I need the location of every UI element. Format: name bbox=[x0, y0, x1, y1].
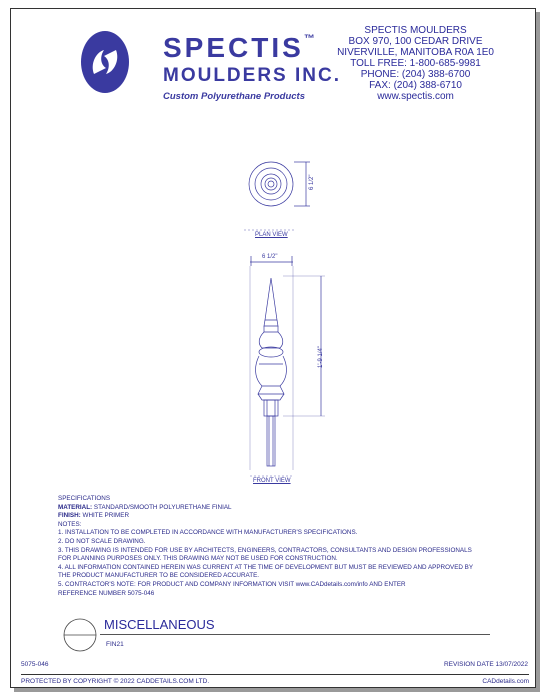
specs-heading: SPECIFICATIONS bbox=[58, 495, 111, 502]
contact-line: NIVERVILLE, MANITOBA R0A 1E0 bbox=[337, 47, 494, 58]
contact-line: PHONE: (204) 388-6700 bbox=[360, 69, 471, 80]
front-view-label: FRONT VIEW bbox=[253, 478, 291, 484]
drawing-subtitle: FIN21 bbox=[106, 641, 124, 648]
note-item: 5. CONTRACTOR'S NOTE: FOR PRODUCT AND COMPANY INFORMATION VISIT www.CADdetails.com/info AND ENTER bbox=[58, 580, 406, 588]
note-item: REFERENCE NUMBER 5075-046 bbox=[58, 589, 155, 597]
notes-heading: NOTES: bbox=[58, 520, 82, 528]
note-item: 2. DO NOT SCALE DRAWING. bbox=[58, 537, 146, 545]
file-number: 5075-046 bbox=[21, 661, 49, 668]
contact-line: SPECTIS MOULDERS bbox=[364, 25, 467, 36]
front-height-dimension: 1'-9 1/4" bbox=[318, 346, 324, 368]
note-item: 3. THIS DRAWING IS INTENDED FOR USE BY ARCHITECTS, ENGINEERS, CONTRACTORS, CONSULTANTS AND DESIGN PROFESSIONALS bbox=[58, 546, 472, 554]
note-item: 4. ALL INFORMATION CONTAINED HEREIN WAS CURRENT AT THE TIME OF DEVELOPMENT BUT MUST BE REVIEWED AND APPROVED BY bbox=[58, 563, 474, 571]
finish-key: FINISH: bbox=[58, 512, 81, 520]
material-value: STANDARD/SMOOTH POLYURETHANE FINIAL bbox=[93, 503, 232, 511]
plan-view-drawing bbox=[244, 162, 310, 230]
plan-view-label: PLAN VIEW bbox=[255, 232, 288, 238]
company-tagline: Custom Polyurethane Products bbox=[163, 91, 305, 102]
company-name: SPECTIS™ bbox=[163, 32, 315, 63]
plan-dimension: 6 1/2" bbox=[309, 174, 315, 190]
footer bbox=[21, 674, 529, 685]
finish-row bbox=[58, 512, 498, 521]
contact-line: TOLL FREE: 1-800-685-9981 bbox=[350, 58, 481, 69]
title-block-circle-icon bbox=[60, 617, 100, 653]
company-name-2: MOULDERS INC. bbox=[163, 65, 341, 86]
note-item: THE PRODUCT MANUFACTURER TO BE CONSIDERED ACCURATE. bbox=[58, 572, 260, 580]
caddetails-link[interactable]: CADdetails.com bbox=[482, 678, 529, 685]
contact-line: FAX: (204) 388-6710 bbox=[369, 80, 462, 91]
specifications-block bbox=[58, 495, 498, 598]
contact-line: BOX 970, 100 CEDAR DRIVE bbox=[348, 36, 483, 47]
note-item: FOR PLANNING PURPOSES ONLY. THIS DRAWING MAY NOT BE USED FOR CONSTRUCTION. bbox=[58, 555, 338, 563]
contact-line: www.spectis.com bbox=[377, 91, 454, 102]
material-key: MATERIAL: bbox=[58, 503, 93, 511]
copyright-text: PROTECTED BY COPYRIGHT © 2022 CADDETAILS.COM LTD. bbox=[21, 678, 210, 685]
drawing-title: MISCELLANEOUS bbox=[104, 617, 215, 632]
front-width-dimension: 6 1/2" bbox=[262, 254, 278, 260]
material-row bbox=[58, 504, 498, 513]
finish-value: WHITE PRIMER bbox=[82, 512, 130, 520]
front-view-drawing bbox=[250, 256, 325, 476]
note-item: 1. INSTALLATION TO BE COMPLETED IN ACCORDANCE WITH MANUFACTURER'S SPECIFICATIONS. bbox=[58, 529, 358, 537]
revision-date: REVISION DATE 13/07/2022 bbox=[443, 661, 528, 668]
title-divider bbox=[100, 634, 490, 635]
